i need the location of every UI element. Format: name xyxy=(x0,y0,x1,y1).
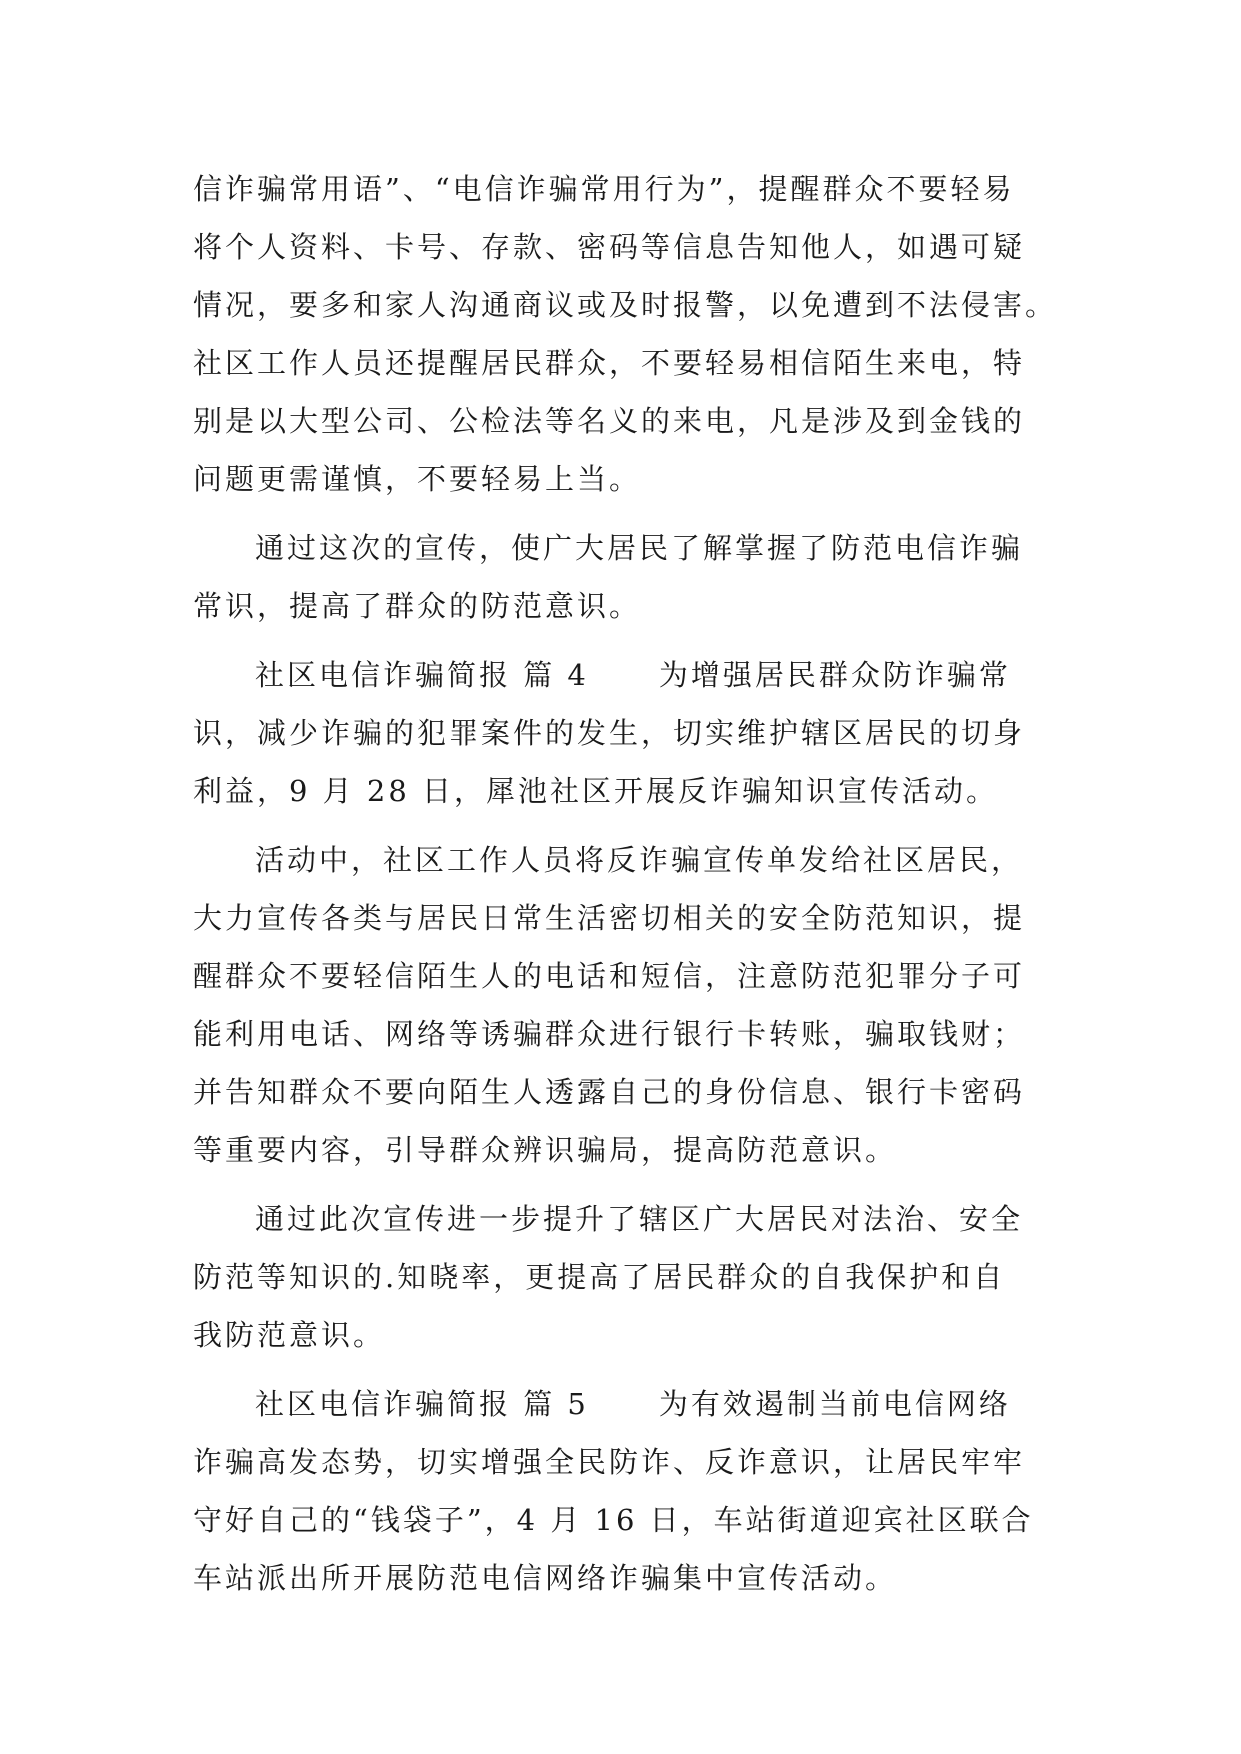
paragraph-fraud-warning xyxy=(193,160,1058,508)
text-line: 并告知群众不要向陌生人透露自己的身份信息、银行卡密码 xyxy=(193,1075,1026,1109)
text-line: 社区工作人员还提醒居民群众，不要轻易相信陌生来电，特 xyxy=(193,346,1026,380)
text-line: 别是以大型公司、公检法等名义的来电，凡是涉及到金钱的 xyxy=(193,404,1026,438)
text-line: 诈骗高发态势，切实增强全民防诈、反诈意识，让居民牢牢 xyxy=(193,1445,1026,1479)
text-line: 能利用电话、网络等诱骗群众进行银行卡转账，骗取钱财； xyxy=(193,1017,1026,1051)
section-heading: 社区电信诈骗简报 篇 5 xyxy=(255,1387,589,1421)
text-line: 问题更需谨慎，不要轻易上当。 xyxy=(193,462,642,496)
text-line: 信诈骗常用语”、“电信诈骗常用行为”，提醒群众不要轻易 xyxy=(193,172,1015,206)
paragraph-awareness xyxy=(193,1190,1053,1364)
paragraph-report-5 xyxy=(193,1375,1053,1607)
text-line: 活动中，社区工作人员将反诈骗宣传单发给社区居民， xyxy=(255,843,1024,877)
text-line: 我防范意识。 xyxy=(193,1318,386,1352)
text-line: 情况，要多和家人沟通商议或及时报警，以免遭到不法侵害。 xyxy=(193,288,1058,322)
text-line: 等重要内容，引导群众辨识骗局，提高防范意识。 xyxy=(193,1133,898,1167)
text-line: 守好自己的“钱袋子”，4 月 16 日，车站街道迎宾社区联合 xyxy=(193,1503,1034,1537)
text-line: 通过此次宣传进一步提升了辖区广大居民对法治、安全 xyxy=(255,1202,1024,1236)
text-line: 常识，提高了群众的防范意识。 xyxy=(193,589,642,623)
text-line: 利益，9 月 28 日，犀池社区开展反诈骗知识宣传活动。 xyxy=(193,774,999,808)
paragraph-activity xyxy=(193,831,1053,1179)
text-line: 为有效遏制当前电信网络 xyxy=(658,1387,1011,1421)
paragraph-report-4 xyxy=(193,646,1053,820)
report-5-heading-line xyxy=(193,1375,1053,1433)
text-line: 大力宣传各类与居民日常生活密切相关的安全防范知识，提 xyxy=(193,901,1026,935)
text-line: 防范等知识的.知晓率，更提高了居民群众的自我保护和自 xyxy=(193,1260,1006,1294)
section-heading: 社区电信诈骗简报 篇 4 xyxy=(255,658,589,692)
text-line: 车站派出所开展防范电信网络诈骗集中宣传活动。 xyxy=(193,1561,898,1595)
text-line: 醒群众不要轻信陌生人的电话和短信，注意防范犯罪分子可 xyxy=(193,959,1026,993)
text-line: 为增强居民群众防诈骗常 xyxy=(658,658,1011,692)
text-line: 通过这次的宣传，使广大居民了解掌握了防范电信诈骗 xyxy=(255,531,1024,565)
text-line: 将个人资料、卡号、存款、密码等信息告知他人，如遇可疑 xyxy=(193,230,1026,264)
paragraph-publicity-result xyxy=(193,519,1053,635)
document-body xyxy=(193,160,1058,1607)
report-4-heading-line xyxy=(193,646,1053,704)
text-line: 识，减少诈骗的犯罪案件的发生，切实维护辖区居民的切身 xyxy=(193,716,1026,750)
